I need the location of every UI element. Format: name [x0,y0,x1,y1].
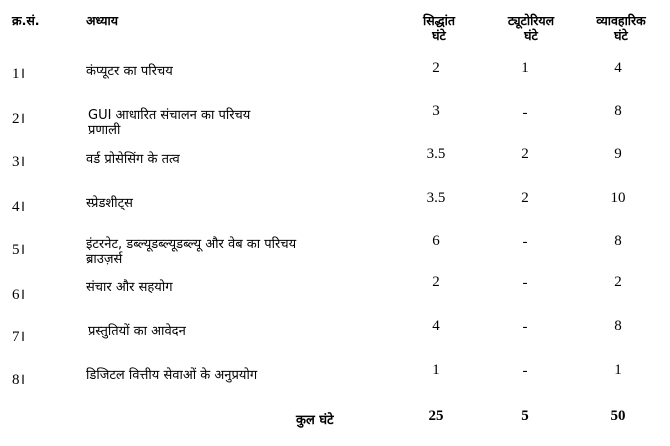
row-serial: 1। [12,66,26,82]
header-serial: क्र.सं. [12,13,40,28]
row-chapter: वर्ड प्रोसेसिंग के तत्व [86,152,180,167]
row-practical: 2 [614,274,622,290]
row-serial: 8। [12,372,26,388]
row-tutorial: - [522,234,528,250]
row-theory: 2 [432,274,440,290]
header-theory-line2: घंटे [432,28,446,43]
row-tutorial: - [522,319,528,335]
row-theory: 3 [432,103,440,119]
row-chapter-line2: ब्राउज़र्स [86,252,123,267]
row-serial: 7। [12,329,26,345]
total-label: कुल घंटे [296,413,334,428]
header-theory [408,13,470,43]
row-tutorial: - [522,275,528,291]
header-practical-line1: व्यावहारिक [596,13,646,28]
total-theory: 25 [428,408,444,424]
row-serial: 4। [12,199,26,215]
header-practical-line2: घंटे [614,28,628,43]
row-practical: 1 [614,362,622,378]
row-chapter-line1: इंटरनेट, डब्ल्यूडब्ल्यूडब्ल्यू और वेब का परिचय [86,237,297,252]
row-chapter: स्प्रेडशीट्स [86,196,133,211]
row-serial: 3। [12,154,26,170]
row-theory: 2 [432,60,440,76]
row-practical: 8 [614,103,622,119]
header-practical [582,13,660,43]
header-chapter: अध्याय [86,13,118,28]
total-practical: 50 [610,408,626,424]
row-theory: 4 [432,318,440,334]
row-chapter: कंप्यूटर का परिचय [86,64,173,79]
row-theory: 3.5 [426,146,446,162]
row-practical: 4 [614,60,622,76]
row-practical: 8 [614,233,622,249]
row-theory: 6 [432,233,440,249]
row-tutorial: 1 [521,60,529,76]
row-practical: 10 [610,190,626,206]
row-tutorial: - [522,363,528,379]
row-chapter-line2: प्रणाली [88,123,121,138]
row-tutorial: - [522,105,528,121]
header-tutorial-line1: ट्यूटोरियल [507,13,555,28]
row-chapter: संचार और सहयोग [86,280,173,295]
header-tutorial [492,13,570,43]
row-serial: 6। [12,287,26,303]
row-serial: 2। [12,111,26,127]
row-theory: 3.5 [426,190,446,206]
row-chapter: प्रस्तुतियों का आवेदन [88,324,186,339]
row-practical: 9 [614,146,622,162]
row-theory: 1 [432,362,440,378]
row-tutorial: 2 [521,146,529,162]
row-tutorial: 2 [521,190,529,206]
row-chapter: डिजिटल वित्तीय सेवाओं के अनुप्रयोग [86,368,258,383]
row-practical: 8 [614,318,622,334]
header-tutorial-line2: घंटे [524,28,538,43]
total-tutorial: 5 [521,408,529,424]
header-theory-line1: सिद्धांत [422,13,456,28]
row-chapter-line1: GUI आधारित संचालन का परिचय [88,108,251,123]
row-serial: 5। [12,242,26,258]
